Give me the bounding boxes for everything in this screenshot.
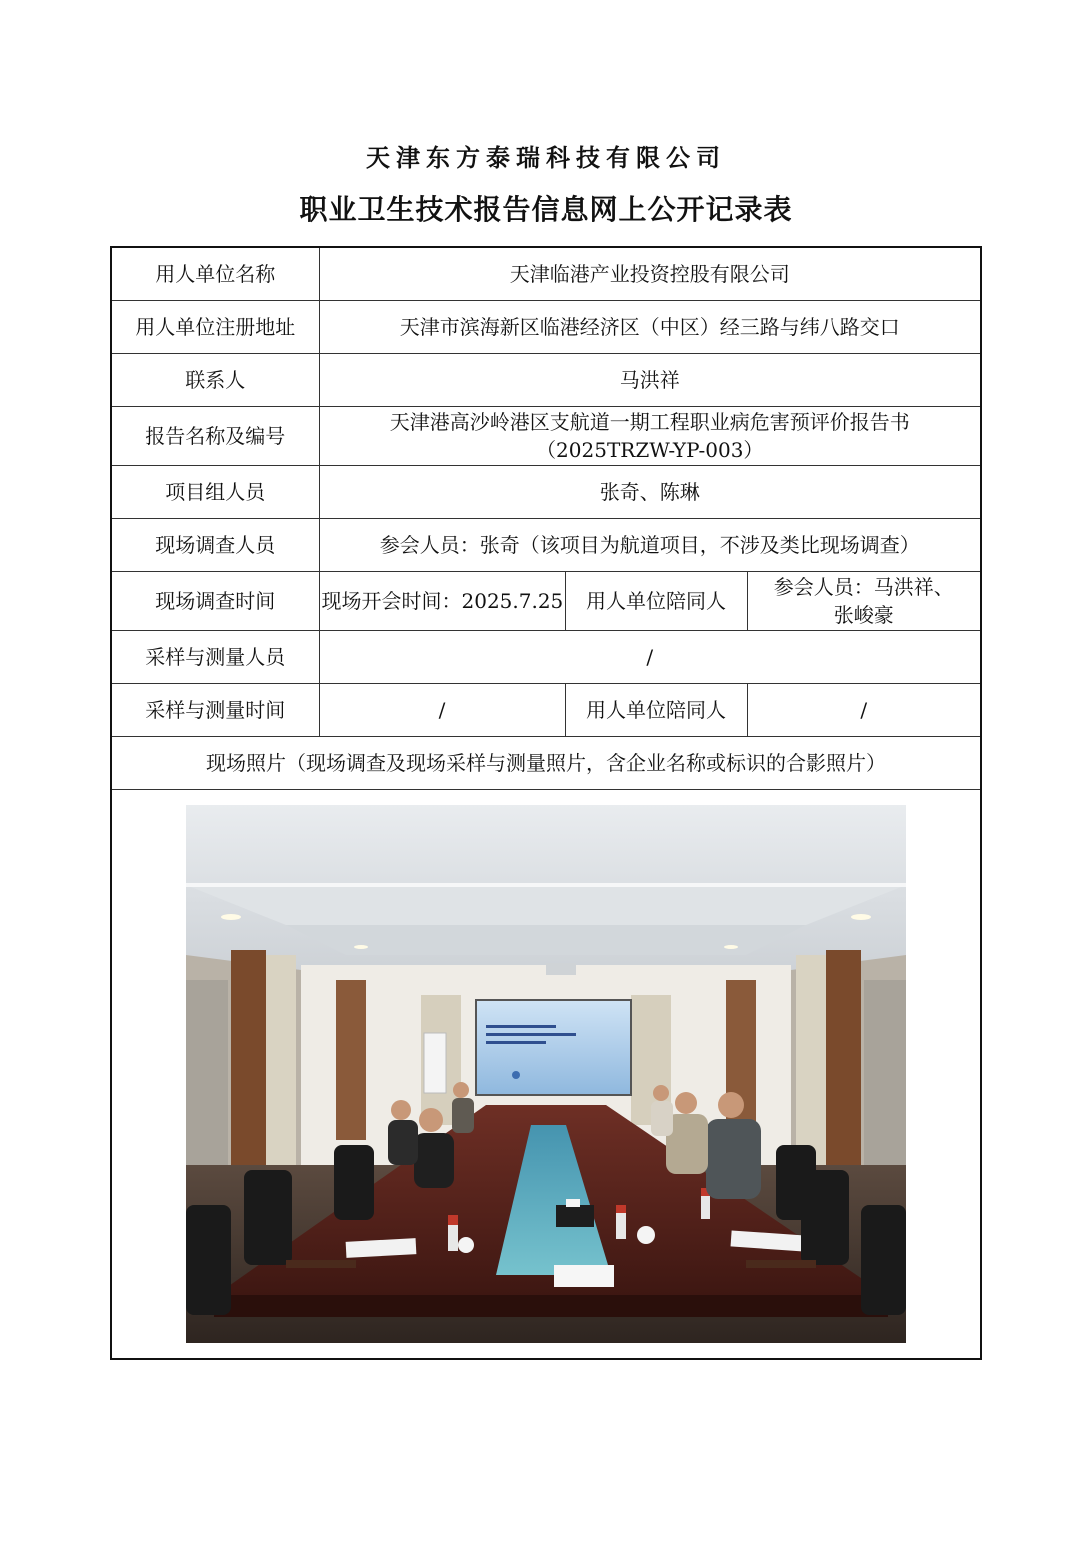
photo-cell <box>111 790 981 1360</box>
value-report <box>319 407 981 466</box>
row-sampling-staff <box>111 631 981 684</box>
row-surveyor <box>111 519 981 572</box>
value-unit-name: 天津临港产业投资控股有限公司 <box>319 247 981 301</box>
company-name: 天津东方泰瑞科技有限公司 <box>366 143 726 172</box>
row-team <box>111 466 981 519</box>
value-surveyor: 参会人员：张奇（该项目为航道项目，不涉及类比现场调查） <box>319 519 981 572</box>
survey-companion-line1: 参会人员：马洪祥、 <box>773 575 954 599</box>
record-table <box>110 246 982 1360</box>
row-photo <box>111 790 981 1360</box>
value-sampling-companion: / <box>747 684 981 737</box>
photo-header: 现场照片（现场调查及现场采样与测量照片，含企业名称或标识的合影照片） <box>111 737 981 790</box>
value-contact: 马洪祥 <box>319 354 981 407</box>
row-sampling-time <box>111 684 981 737</box>
label-sampling-staff: 采样与测量人员 <box>111 631 319 684</box>
label-team: 项目组人员 <box>111 466 319 519</box>
value-sampling-staff: / <box>319 631 981 684</box>
report-name: 天津港高沙岭港区支航道一期工程职业病危害预评价报告书 <box>389 410 910 434</box>
label-surveyor: 现场调查人员 <box>111 519 319 572</box>
document-title: 职业卫生技术报告信息网上公开记录表 <box>299 193 793 226</box>
row-photo-header <box>111 737 981 790</box>
value-sampling-time: / <box>319 684 565 737</box>
label-report: 报告名称及编号 <box>111 407 319 466</box>
label-unit-name: 用人单位名称 <box>111 247 319 301</box>
row-unit-address <box>111 301 981 354</box>
label-survey-companion: 用人单位陪同人 <box>565 572 747 631</box>
value-survey-time: 现场开会时间：2025.7.25 <box>319 572 565 631</box>
row-unit-name <box>111 247 981 301</box>
label-survey-time: 现场调查时间 <box>111 572 319 631</box>
value-team: 张奇、陈琳 <box>319 466 981 519</box>
value-survey-companion <box>747 572 981 631</box>
label-sampling-time: 采样与测量时间 <box>111 684 319 737</box>
value-unit-address: 天津市滨海新区临港经济区（中区）经三路与纬八路交口 <box>319 301 981 354</box>
meeting-room-photo <box>186 805 906 1343</box>
label-contact: 联系人 <box>111 354 319 407</box>
row-survey-time <box>111 572 981 631</box>
row-report <box>111 407 981 466</box>
label-unit-address: 用人单位注册地址 <box>111 301 319 354</box>
row-contact <box>111 354 981 407</box>
report-code: （2025TRZW-YP-003） <box>536 438 764 462</box>
survey-companion-line2: 张峻豪 <box>833 603 894 627</box>
label-sampling-companion: 用人单位陪同人 <box>565 684 747 737</box>
